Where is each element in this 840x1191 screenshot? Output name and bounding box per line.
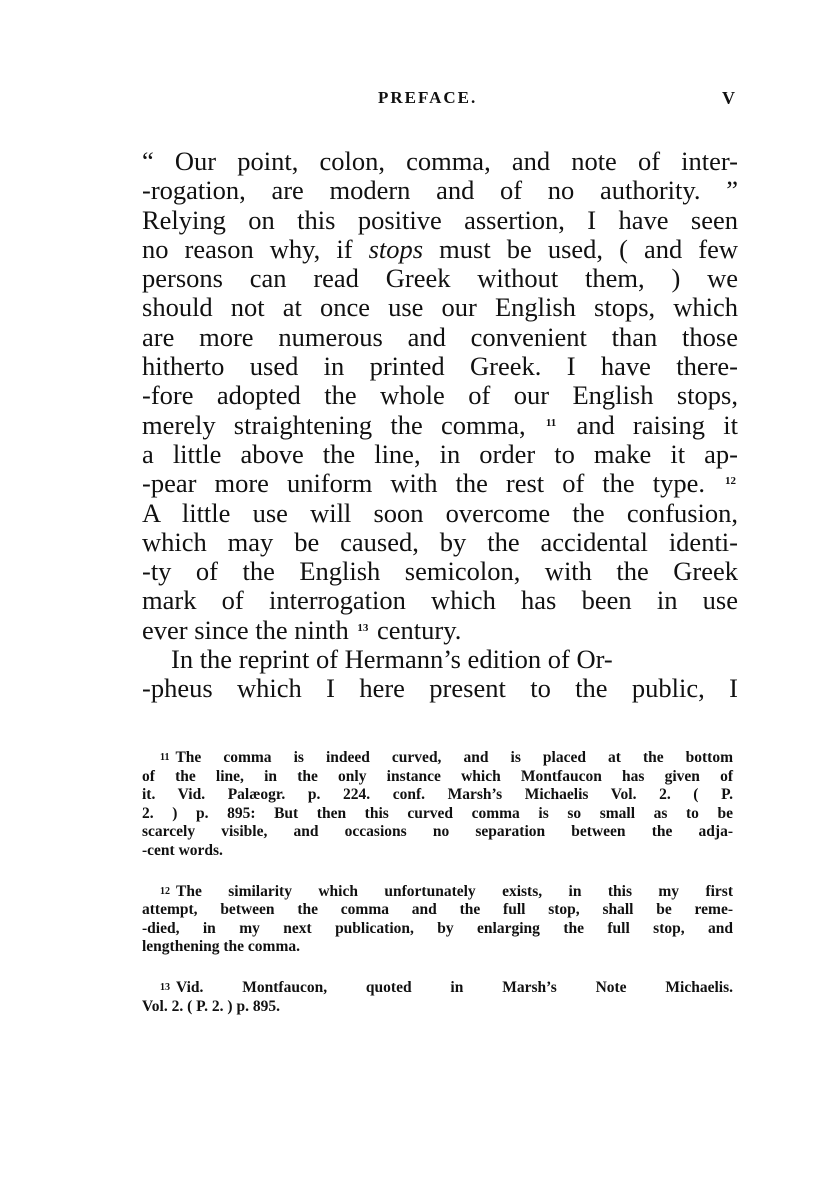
text-run: and raising it — [558, 409, 738, 440]
text-line — [142, 440, 738, 469]
footnote-line — [142, 998, 733, 1017]
footnote-text: of the line, in the only instance which Montfaucon has given of — [142, 767, 733, 785]
text-line — [142, 499, 738, 528]
footnote-text: The comma is indeed curved, and is placed at the bottom — [175, 749, 733, 766]
footnote-text: scarcely visible, and occasions no separation between the adja- — [142, 823, 733, 841]
footnote-number: 13 — [160, 981, 170, 993]
footnote-text: it. Vid. Palæogr. p. 224. conf. Marsh’s Michaelis Vol. 2. ( P. — [142, 786, 733, 804]
text-run: -rogation, are modern and of no authority. ” — [142, 175, 738, 206]
footnote-line — [142, 786, 733, 805]
footnote-line — [142, 768, 733, 787]
text-run: a little above the line, in order to make it ap- — [142, 438, 738, 469]
text-run: must be used, ( and few — [423, 233, 738, 264]
footnote-text: -cent words. — [142, 841, 223, 859]
footnote-text: lengthening the comma. — [142, 938, 301, 956]
body-text — [142, 147, 738, 704]
footnote-text: attempt, between the comma and the full stop, shall be reme- — [142, 901, 733, 919]
footnote-ref: 13 — [357, 621, 369, 634]
footnote-line — [142, 938, 733, 957]
text-line — [142, 616, 738, 645]
text-line — [142, 469, 738, 498]
text-line — [142, 147, 738, 176]
text-run: ever since the ninth — [142, 614, 356, 645]
text-line — [142, 293, 738, 322]
footnote — [142, 749, 733, 861]
running-head — [0, 88, 840, 114]
footnote-line — [142, 823, 733, 842]
text-run: mark of interrogation which has been in use — [142, 585, 738, 616]
text-run: should not at once use our English stops, which — [142, 292, 738, 323]
text-line — [142, 557, 738, 586]
footnote-line — [142, 749, 733, 768]
text-line — [142, 381, 738, 410]
text-line — [142, 264, 738, 293]
footnote-line — [142, 901, 733, 920]
footnote-text: Vid. Montfaucon, quoted in Marsh’s Note Michaelis. — [176, 978, 733, 996]
footnote — [142, 979, 733, 1016]
text-line — [142, 176, 738, 205]
footnote-number: 12 — [160, 885, 170, 897]
text-run: -pear more uniform with the rest of the type. — [142, 468, 723, 499]
footnote-ref: 11 — [545, 416, 557, 429]
text-run: A little use will soon overcome the confusion, — [142, 497, 738, 528]
footnotes — [142, 749, 733, 1038]
text-run: In the reprint of Hermann’s edition of Or- — [171, 644, 613, 675]
running-title: PREFACE. — [378, 88, 478, 107]
text-run: are more numerous and convenient than those — [142, 321, 738, 352]
page-number: V — [722, 88, 735, 108]
text-run: merely straightening the comma, — [142, 409, 544, 440]
text-run: -fore adopted the whole of our English stops, — [142, 380, 738, 411]
footnote-line — [142, 842, 733, 861]
text-run: hitherto used in printed Greek. I have there- — [142, 351, 738, 382]
footnote-line — [142, 805, 733, 824]
footnote-text: -died, in my next publication, by enlarging the full stop, and — [142, 919, 733, 937]
footnote-text: The similarity which unfortunately exists, in this my first — [176, 882, 733, 900]
text-line — [142, 411, 738, 440]
text-line — [142, 352, 738, 381]
footnote-line — [142, 883, 733, 902]
text-line — [142, 206, 738, 235]
text-run: -pheus which I here present to the public, I — [142, 673, 738, 704]
text-run: which may be caused, by the accidental identi- — [142, 526, 738, 557]
text-run: no reason why, if — [142, 233, 369, 264]
italic-word: stops — [368, 233, 424, 264]
text-run: -ty of the English semicolon, with the Greek — [142, 556, 738, 587]
text-line — [142, 674, 738, 703]
footnote-text: 2. ) p. 895: But then this curved comma is so small as to be — [142, 804, 733, 822]
text-run: Relying on this positive assertion, I have seen — [142, 204, 738, 235]
text-line — [142, 645, 738, 674]
text-line — [142, 323, 738, 352]
footnote-line — [142, 979, 733, 998]
footnote-number: 11 — [160, 752, 170, 763]
footnote-text: Vol. 2. ( P. 2. ) p. 895. — [142, 997, 280, 1015]
footnote-ref: 12 — [725, 475, 736, 488]
footnote — [142, 883, 733, 957]
text-run: persons can read Greek without them, ) we — [142, 263, 738, 294]
footnote-line — [142, 920, 733, 939]
text-line — [142, 528, 738, 557]
text-run: “ Our point, colon, comma, and note of inter- — [142, 146, 738, 176]
text-line — [142, 235, 738, 264]
text-line — [142, 586, 738, 615]
text-run: century. — [370, 614, 462, 645]
